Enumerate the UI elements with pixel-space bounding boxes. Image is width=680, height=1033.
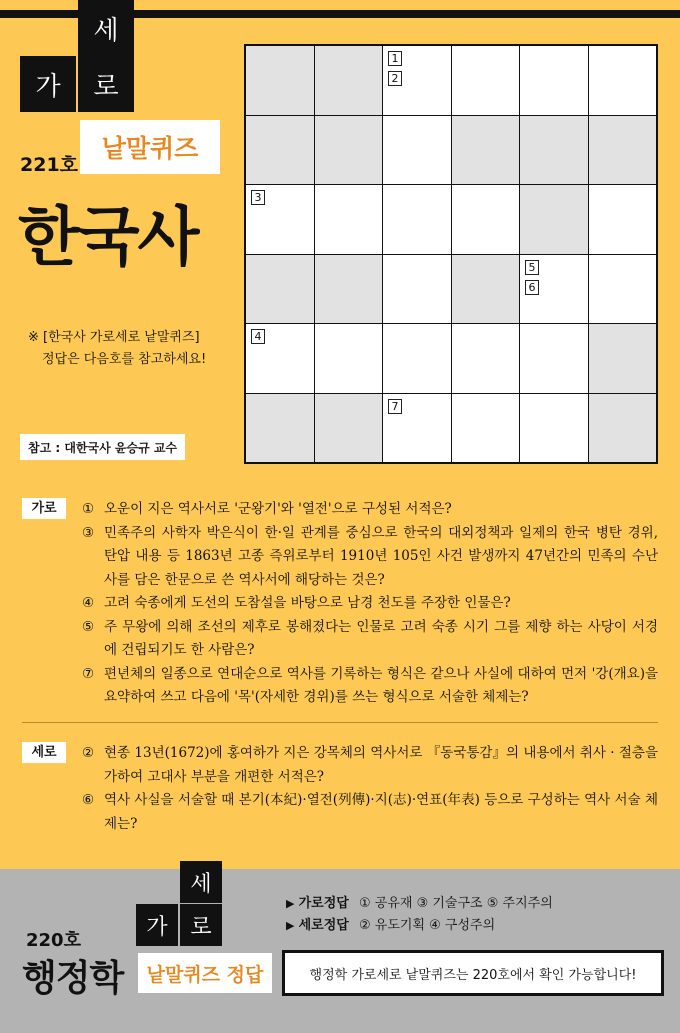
clue-number: ② bbox=[82, 745, 95, 761]
arrow-icon: ▶ bbox=[286, 919, 295, 932]
note-line-1: ※ [한국사 가로세로 낱말퀴즈] bbox=[28, 330, 200, 345]
grid-cell bbox=[315, 116, 383, 185]
grid-cell bbox=[589, 46, 657, 115]
grid-cell bbox=[520, 255, 588, 324]
grid-cell bbox=[589, 255, 657, 324]
grid-cell bbox=[520, 324, 588, 393]
across-answers: ① 공유재 ③ 기술구조 ⑤ 주지주의 bbox=[358, 896, 553, 911]
down-answers-label: 세로정답 bbox=[298, 918, 349, 933]
down-tag: 세로 bbox=[22, 742, 66, 763]
grid-cell bbox=[246, 255, 314, 324]
down-section bbox=[22, 742, 658, 862]
clue-item bbox=[82, 522, 658, 593]
clue-number-box: 6 bbox=[525, 280, 539, 295]
grid-cell bbox=[383, 185, 451, 254]
clue-item bbox=[82, 789, 658, 836]
grid-cell bbox=[520, 46, 588, 115]
grid-cell bbox=[383, 324, 451, 393]
across-tag: 가로 bbox=[22, 498, 66, 519]
subject-title: 한국사 bbox=[18, 201, 198, 275]
grid-cell bbox=[246, 116, 314, 185]
grid-cell bbox=[520, 185, 588, 254]
footer-subject-title: 행정학 bbox=[22, 958, 124, 999]
clue-number-box: 5 bbox=[525, 260, 539, 275]
grid-cell bbox=[452, 116, 520, 185]
grid-cell bbox=[315, 324, 383, 393]
grid-cell bbox=[246, 46, 314, 115]
across-answers-row bbox=[286, 892, 553, 911]
grid-cell bbox=[383, 255, 451, 324]
clue-text: 오운이 지은 역사서로 '군왕기'와 '열전'으로 구성된 서적은? bbox=[104, 501, 452, 517]
logo-block-left: 가 bbox=[20, 56, 76, 112]
clue-item bbox=[82, 616, 658, 663]
grid-cell bbox=[315, 185, 383, 254]
footer-issue-number: 220호 bbox=[26, 930, 81, 951]
grid-cell bbox=[246, 394, 314, 463]
grid-cell bbox=[246, 324, 314, 393]
grid-cell bbox=[589, 116, 657, 185]
clue-number-box: 3 bbox=[251, 190, 265, 205]
grid-cell bbox=[383, 46, 451, 115]
answer-message-box: 행정학 가로세로 낱말퀴즈는 220호에서 확인 가능합니다! bbox=[282, 950, 664, 996]
down-answers: ② 유도기획 ④ 구성주의 bbox=[358, 918, 496, 933]
grid-cell bbox=[589, 185, 657, 254]
grid-cell bbox=[246, 185, 314, 254]
clue-text: 고려 숙종에게 도선의 도참설을 바탕으로 남경 천도를 주장한 인물은? bbox=[104, 595, 511, 611]
clue-number: ① bbox=[82, 501, 95, 517]
clue-number-box: 4 bbox=[251, 329, 265, 344]
footer-logo-block-right: 로 bbox=[180, 904, 222, 946]
footer-quiz-tag: 낱말퀴즈 정답 bbox=[138, 953, 272, 993]
across-answers-label: 가로정답 bbox=[298, 896, 349, 911]
clue-number-box: 1 bbox=[388, 51, 402, 66]
section-divider bbox=[22, 722, 658, 723]
grid-cell bbox=[383, 116, 451, 185]
clue-number: ④ bbox=[82, 595, 95, 611]
footer-logo-block-top: 세 bbox=[180, 861, 222, 903]
clue-number-box: 2 bbox=[388, 71, 402, 86]
clue-text: 주 무왕에 의해 조선의 제후로 봉해졌다는 인물로 고려 숙종 시기 그를 제향 하는 사당이 서경에 건립되기도 한 사람은? bbox=[104, 618, 658, 658]
clue-item bbox=[82, 498, 658, 522]
clue-item bbox=[82, 592, 658, 616]
issue-number: 221호 bbox=[20, 154, 79, 176]
clue-text: 현종 13년(1672)에 홍여하가 지은 강목체의 역사서로 『동국통감』의 내용에서 취사 · 절층을 가하여 고대사 부분을 개편한 서적은? bbox=[104, 745, 658, 785]
grid-cell bbox=[315, 394, 383, 463]
clue-number: ⑥ bbox=[82, 792, 95, 808]
clue-number: ⑦ bbox=[82, 665, 95, 682]
clue-text: 민족주의 사학자 박은식이 한·일 관계를 중심으로 한국의 대외정책과 일제의 한국 병탄 경위, 탄압 내용 등 1863년 고종 즉위로부터 1910년 105인 사건 발생까지 47년간의 민족의 수난사를 담은 한문으로 쓴 역사서에 해당하는 것은? bbox=[104, 524, 658, 588]
crossword-grid bbox=[244, 44, 658, 464]
footer-logo-block-left: 가 bbox=[136, 904, 178, 946]
clue-text: 편년체의 일종으로 연대순으로 역사를 기록하는 형식은 같으나 사실에 대하여 먼저 '강(개요)을 요약하여 쓰고 다음에 '목'(자세한 경위)를 쓰는 형식으로 서술한 체제는? bbox=[104, 665, 658, 705]
grid-cell bbox=[589, 324, 657, 393]
grid-cell bbox=[520, 394, 588, 463]
grid-cell bbox=[315, 46, 383, 115]
grid-cell bbox=[383, 394, 451, 463]
answer-note bbox=[28, 327, 206, 371]
clue-number: ⑤ bbox=[82, 618, 95, 635]
grid-cell bbox=[452, 185, 520, 254]
clue-number: ③ bbox=[82, 524, 95, 541]
grid-cell bbox=[452, 324, 520, 393]
across-section bbox=[22, 498, 658, 718]
grid-cell bbox=[452, 255, 520, 324]
grid-cell bbox=[315, 255, 383, 324]
note-line-2: 정답은 다음호를 참고하세요! bbox=[42, 352, 207, 367]
logo-block-right: 로 bbox=[78, 56, 134, 112]
grid-cell bbox=[520, 116, 588, 185]
quiz-tag: 낱말퀴즈 bbox=[80, 120, 220, 174]
across-clue-list bbox=[82, 498, 658, 710]
logo-block-top: 세 bbox=[78, 0, 134, 56]
clue-item bbox=[82, 742, 658, 789]
grid-cell bbox=[452, 46, 520, 115]
clue-text: 역사 사실을 서술할 때 본기(本紀)·열전(列傳)·지(志)·연표(年表) 등으로 구성하는 역사 서술 체제는? bbox=[104, 792, 658, 832]
grid-cell bbox=[452, 394, 520, 463]
down-answers-row bbox=[286, 914, 495, 933]
grid-cell bbox=[589, 394, 657, 463]
down-clue-list bbox=[82, 742, 658, 836]
reference-label: 참고 : 대한국사 윤승규 교수 bbox=[20, 434, 185, 460]
arrow-icon: ▶ bbox=[286, 897, 295, 910]
clue-number-box: 7 bbox=[388, 399, 402, 414]
clue-item bbox=[82, 663, 658, 710]
